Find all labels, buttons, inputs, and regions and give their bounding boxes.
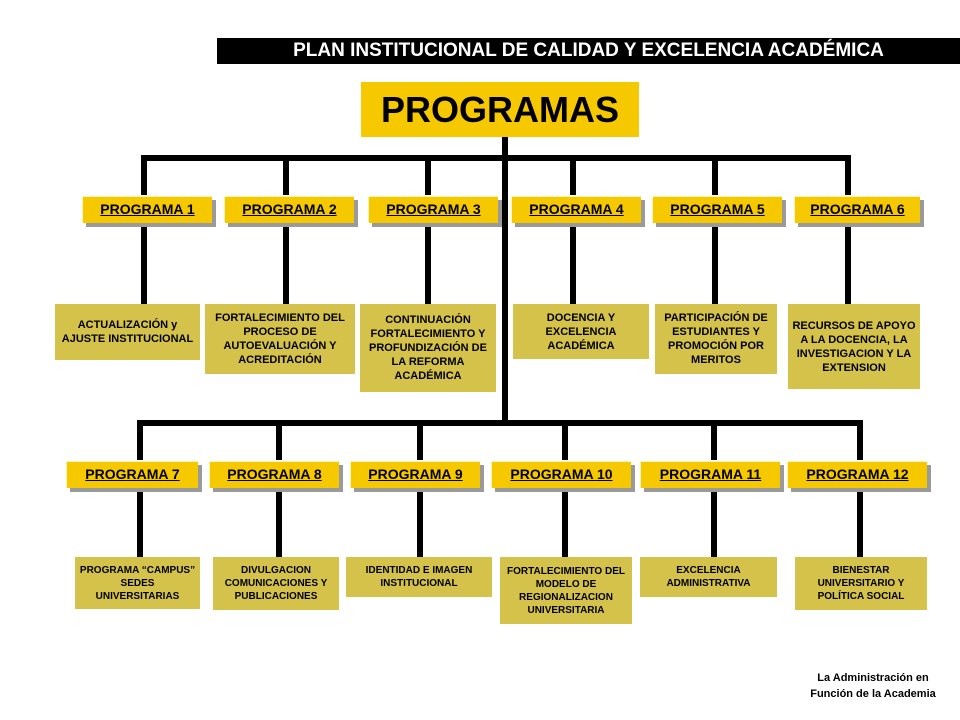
program-7-description: PROGRAMA “CAMPUS” SEDES UNIVERSITARIAS: [75, 557, 200, 609]
program-4-button[interactable]: PROGRAMA 4: [511, 196, 641, 223]
program-9-description: IDENTIDAD E IMAGEN INSTITUCIONAL: [346, 557, 492, 597]
program-6-button[interactable]: PROGRAMA 6: [794, 196, 920, 223]
program-7-button[interactable]: PROGRAMA 7: [66, 461, 198, 488]
program-6-description: RECURSOS DE APOYO A LA DOCENCIA, LA INVESTIGACION Y LA EXTENSION: [788, 304, 920, 389]
program-3-description: CONTINUACIÓN FORTALECIMIENTO Y PROFUNDIZACIÓN DE LA REFORMA ACADÉMICA: [360, 304, 496, 392]
program-8-description: DIVULGACION COMUNICACIONES Y PUBLICACIONES: [213, 557, 339, 610]
stem-line-11: [711, 487, 717, 561]
stem-line-3: [425, 222, 431, 308]
plan-title-bar: PLAN INSTITUCIONAL DE CALIDAD Y EXCELENCIA ACADÉMICA: [217, 38, 960, 64]
program-1-button[interactable]: PROGRAMA 1: [82, 196, 212, 223]
program-4-description: DOCENCIA Y EXCELENCIA ACADÉMICA: [513, 304, 649, 359]
program-2-button[interactable]: PROGRAMA 2: [224, 196, 354, 223]
top-bus-line: [141, 155, 851, 161]
program-2-description: FORTALECIMIENTO DEL PROCESO DE AUTOEVALUACIÓN Y ACREDITACIÓN: [205, 304, 355, 374]
stem-line-6: [845, 222, 851, 308]
program-12-description: BIENESTAR UNIVERSITARIO Y POLÍTICA SOCIAL: [795, 557, 927, 610]
stem-line-7: [137, 487, 143, 561]
program-12-button[interactable]: PROGRAMA 12: [787, 461, 927, 488]
trunk-line: [502, 137, 508, 426]
stem-line-10: [562, 487, 568, 561]
stem-line-8: [276, 487, 282, 561]
stem-line-4: [570, 222, 576, 308]
stem-line-12: [857, 487, 863, 561]
drop-line-11: [711, 420, 717, 460]
program-9-button[interactable]: PROGRAMA 9: [350, 461, 480, 488]
program-11-description: EXCELENCIA ADMINISTRATIVA: [640, 557, 777, 597]
drop-line-8: [276, 420, 282, 460]
drop-line-7: [137, 420, 143, 460]
stem-line-1: [141, 222, 147, 308]
program-1-description: ACTUALIZACIÓN y AJUSTE INSTITUCIONAL: [55, 304, 200, 360]
program-5-button[interactable]: PROGRAMA 5: [652, 196, 782, 223]
drop-line-6: [845, 155, 851, 195]
program-8-button[interactable]: PROGRAMA 8: [209, 461, 339, 488]
stem-line-5: [712, 222, 718, 308]
drop-line-1: [141, 155, 147, 195]
program-10-button[interactable]: PROGRAMA 10: [491, 461, 631, 488]
bottom-bus-line: [137, 420, 863, 426]
drop-line-3: [425, 155, 431, 195]
stem-line-2: [283, 222, 289, 308]
programs-root-box: PROGRAMAS: [361, 82, 639, 137]
program-10-description: FORTALECIMIENTO DEL MODELO DE REGIONALIZACION UNIVERSITARIA: [500, 557, 632, 624]
drop-line-12: [857, 420, 863, 460]
program-11-button[interactable]: PROGRAMA 11: [640, 461, 780, 488]
drop-line-10: [562, 420, 568, 460]
drop-line-5: [712, 155, 718, 195]
drop-line-2: [283, 155, 289, 195]
program-5-description: PARTICIPACIÓN DE ESTUDIANTES Y PROMOCIÓN POR MERITOS: [655, 304, 777, 374]
program-3-button[interactable]: PROGRAMA 3: [368, 196, 498, 223]
footer-motto: La Administración en Función de la Academia: [810, 672, 936, 700]
drop-line-4: [570, 155, 576, 195]
drop-line-9: [417, 420, 423, 460]
stem-line-9: [417, 487, 423, 561]
